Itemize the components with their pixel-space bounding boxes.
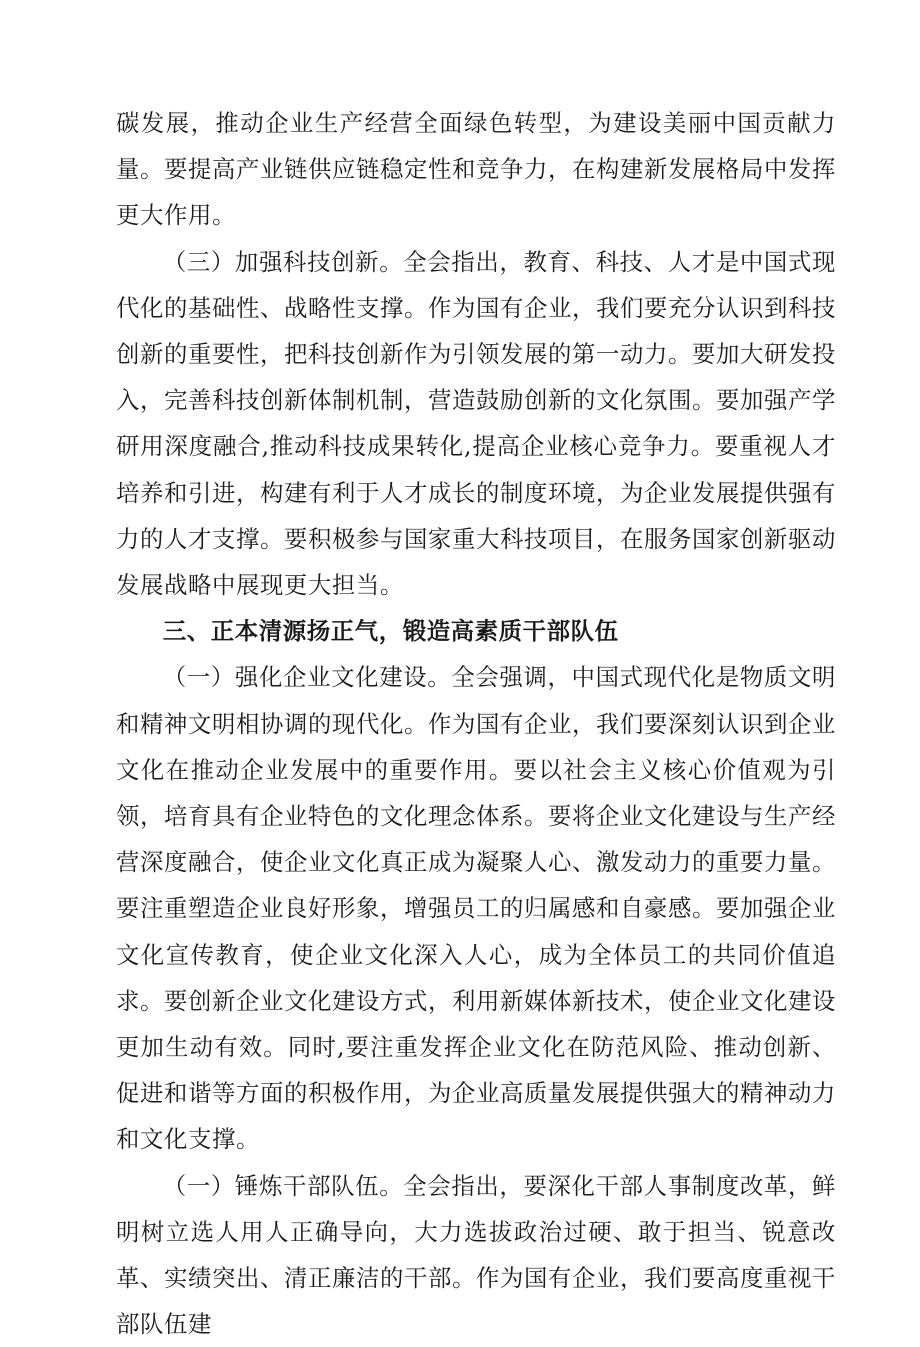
paragraph-tech-innovation: （三）加强科技创新。全会指出，教育、科技、人才是中国式现代化的基础性、战略性支撑。作为国有企业，我们要充分认识到科技创新的重要性，把科技创新作为引领发展的第一动力。要加大研发投入，完善科技创新体制机制，营造鼓励创新的文化氛围。要加强产学研用深度融合,推动科技成果转化,提高企业核心竞争力。要重视人才培养和引进，构建有利于人才成长的制度环境，为企业发展提供强有力的人才支撑。要积极参与国家重大科技项目，在服务国家创新驱动发展战略中展现更大担当。 [116, 247, 836, 600]
paragraph-cadre-team: （一）锤炼干部队伍。全会指出，要深化干部人事制度改革，鲜明树立选人用人正确导向，大力选拔政治过硬、敢于担当、锐意改革、实绩突出、清正廉洁的干部。作为国有企业，我们要高度重视干部队伍建 [116, 1171, 836, 1339]
paragraph-continuation: 碳发展，推动企业生产经营全面绿色转型，为建设美丽中国贡献力量。要提高产业链供应链稳定性和竞争力，在构建新发展格局中发挥更大作用。 [116, 109, 836, 230]
paragraph-corporate-culture: （一）强化企业文化建设。全会强调，中国式现代化是物质文明和精神文明相协调的现代化。作为国有企业，我们要深刻认识到企业文化在推动企业发展中的重要作用。要以社会主义核心价值观为引领，培育具有企业特色的文化理念体系。要将企业文化建设与生产经营深度融合，使企业文化真正成为凝聚人心、激发动力的重要力量。要注重塑造企业良好形象，增强员工的归属感和自豪感。要加强企业文化宣传教育，使企业文化深入人心，成为全体员工的共同价值追求。要创新企业文化建设方式，利用新媒体新技术，使企业文化建设更加生动有效。同时,要注重发挥企业文化在防范风险、推动创新、促进和谐等方面的积极作用，为企业高质量发展提供强大的精神动力和文化支撑。 [116, 663, 836, 1154]
document-body [116, 100, 836, 1347]
section-heading: 三、正本清源扬正气，锻造高素质干部队伍 [162, 617, 619, 646]
